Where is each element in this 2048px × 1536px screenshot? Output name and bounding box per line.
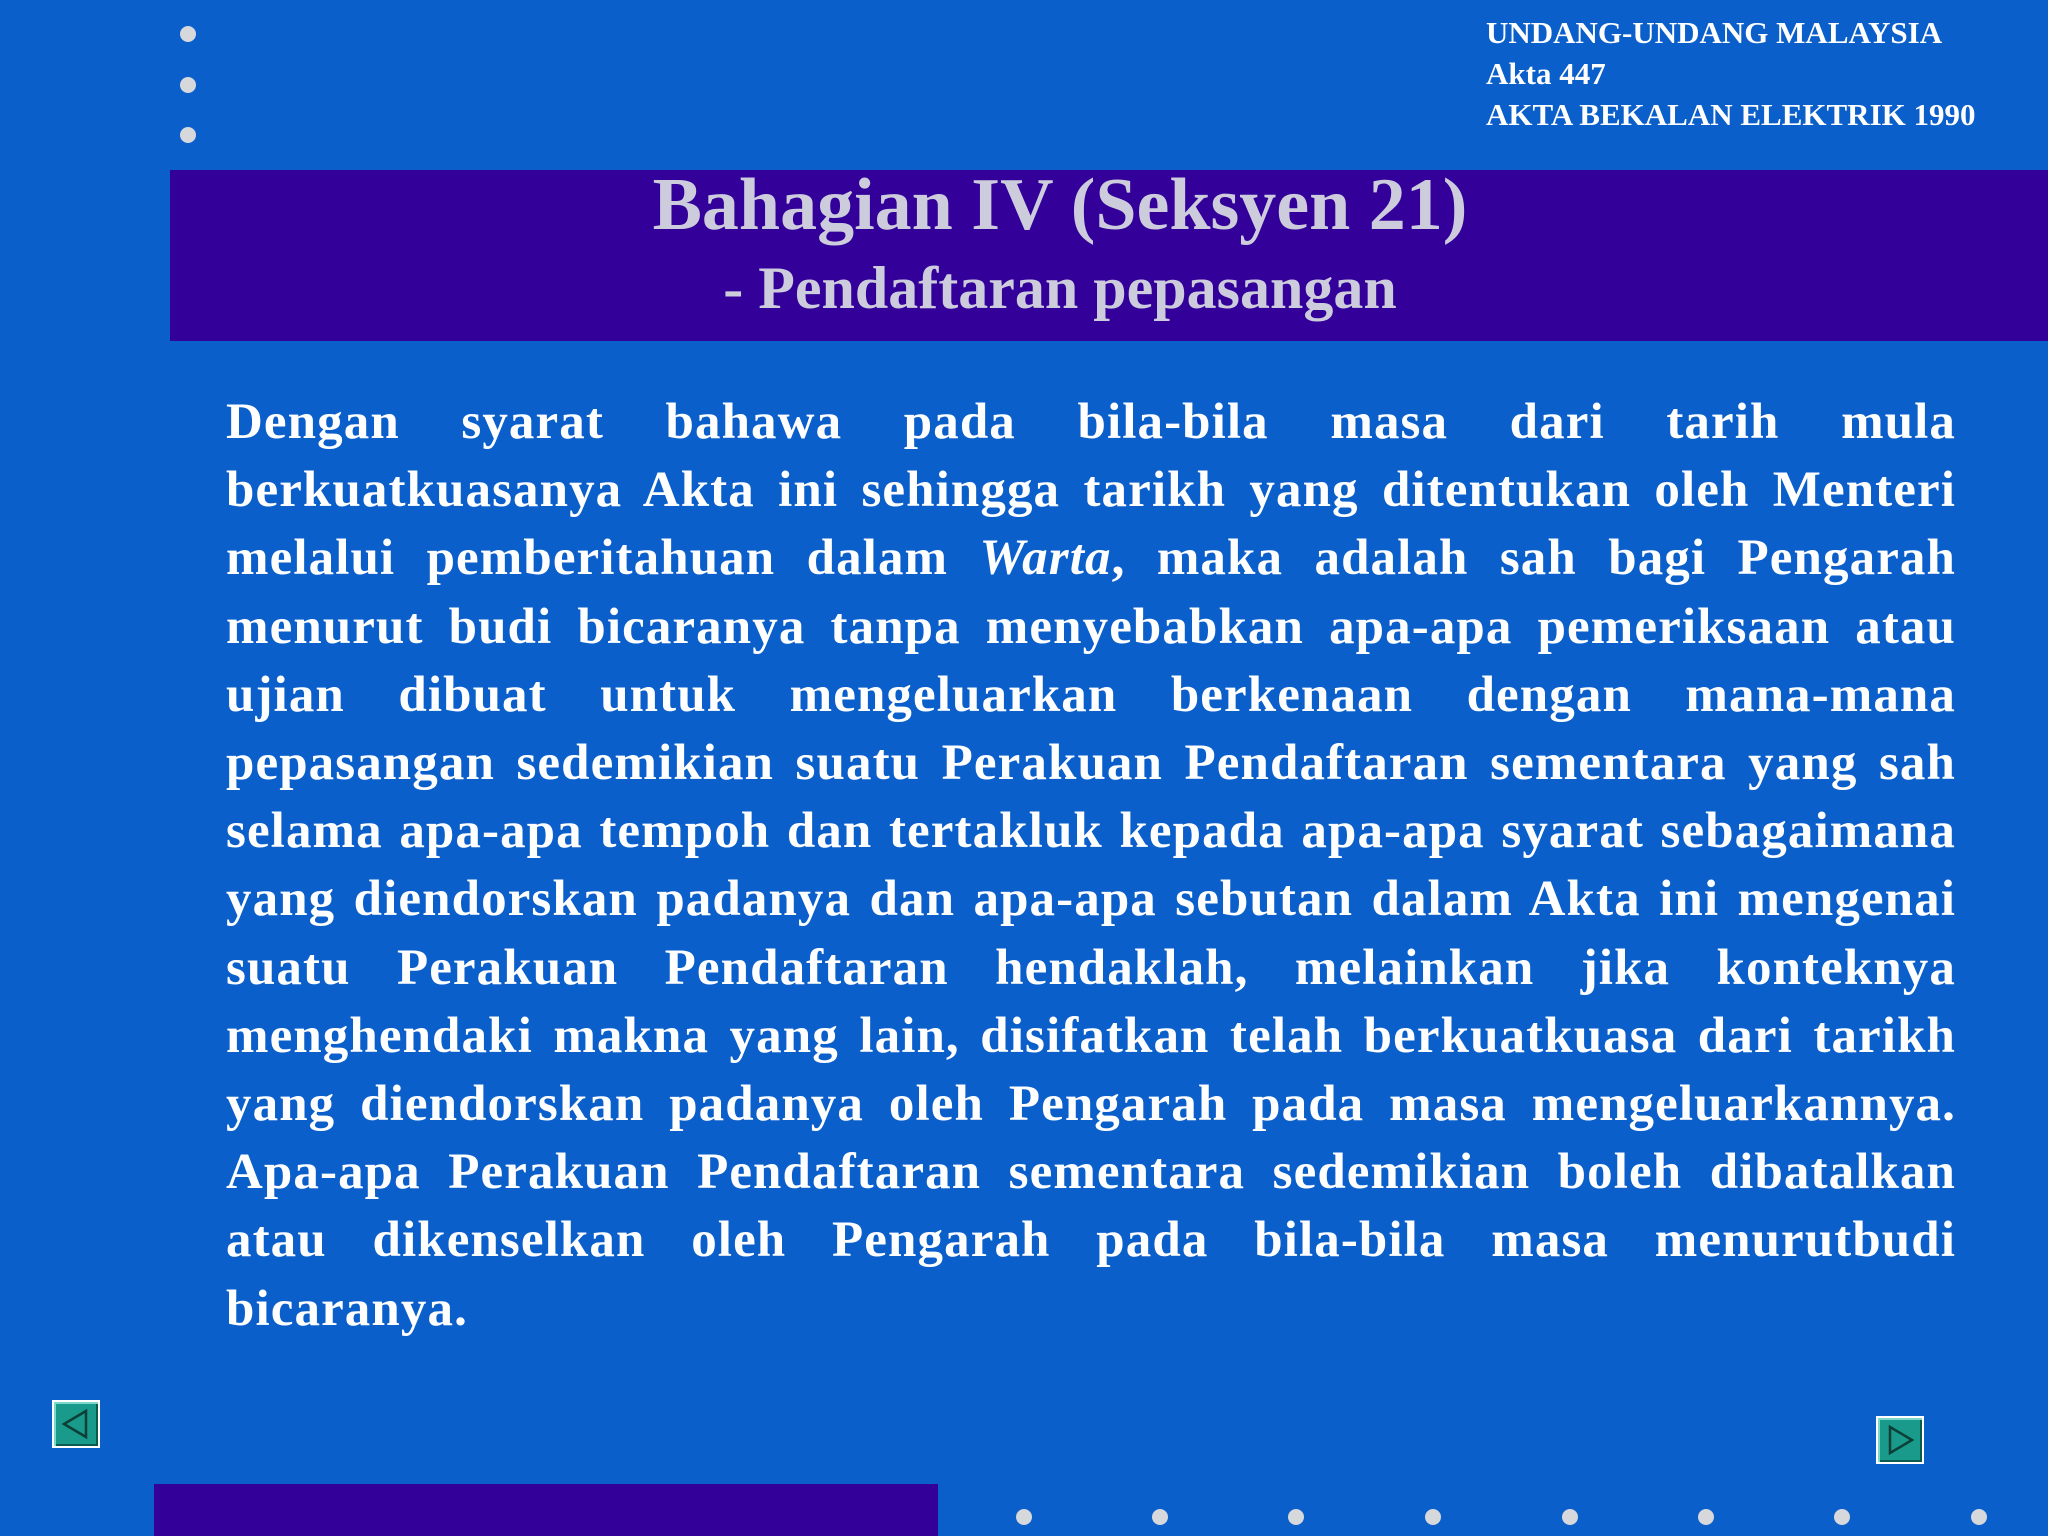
- decor-dot: [1834, 1509, 1850, 1525]
- decor-dot: [180, 127, 196, 143]
- decor-dot: [1288, 1509, 1304, 1525]
- decor-dot: [1425, 1509, 1441, 1525]
- previous-slide-button[interactable]: [52, 1400, 100, 1448]
- decor-dot: [1016, 1509, 1032, 1525]
- body-text-part2: , maka adalah sah bagi Pengarah menurut budi bicaranya tanpa menyebabkan apa-apa pemeriksaan atau ujian dibuat untuk mengeluarkan berkenaan dengan mana-mana pepasangan sedemikian suatu Perakuan Pendaftaran sementara yang sah selama apa-apa tempoh dan tertakluk kepada apa-apa syarat sebagaimana yang diendorskan padanya dan apa-apa sebutan dalam Akta ini mengenai suatu Perakuan Pendaftaran hendaklah, melainkan jika konteknya menghendaki makna yang lain, disifatkan telah berkuatkuasa dari tarikh yang diendorskan padanya oleh Pengarah pada masa mengeluarkannya. Apa-apa Perakuan Pendaftaran sementara sedemikian boleh dibatalkan atau dikenselkan oleh Pengarah pada bila-bila masa menurutbudi bicaranya.: [226, 530, 1956, 1337]
- body-text-italic: Warta: [979, 530, 1112, 587]
- decor-dot: [180, 26, 196, 42]
- slide-subtitle: - Pendaftaran pepasangan: [723, 255, 1397, 321]
- header-line-act-number: Akta 447: [1486, 56, 1606, 91]
- header-line-act-name: AKTA BEKALAN ELEKTRIK 1990: [1486, 97, 1976, 132]
- decor-dot: [1562, 1509, 1578, 1525]
- body-paragraph: [226, 388, 1956, 1343]
- decor-dot: [1698, 1509, 1714, 1525]
- body-text-part1: Dengan syarat bahawa pada bila-bila masa dari tarih mula berkuatkuasanya Akta ini sehingga tarikh yang ditentukan oleh Menteri melalui pemberitahuan dalam: [226, 394, 1956, 587]
- decor-dot: [1971, 1509, 1987, 1525]
- triangle-left-icon: [60, 1408, 92, 1440]
- header-line-law: UNDANG-UNDANG MALAYSIA: [1486, 15, 1943, 50]
- slide-title: Bahagian IV (Seksyen 21): [652, 164, 1468, 246]
- decor-dot: [1152, 1509, 1168, 1525]
- decor-dot: [180, 77, 196, 93]
- triangle-right-icon: [1884, 1424, 1916, 1456]
- next-slide-button[interactable]: [1876, 1416, 1924, 1464]
- bottom-band: [154, 1484, 938, 1536]
- slide-header: [1486, 12, 1976, 135]
